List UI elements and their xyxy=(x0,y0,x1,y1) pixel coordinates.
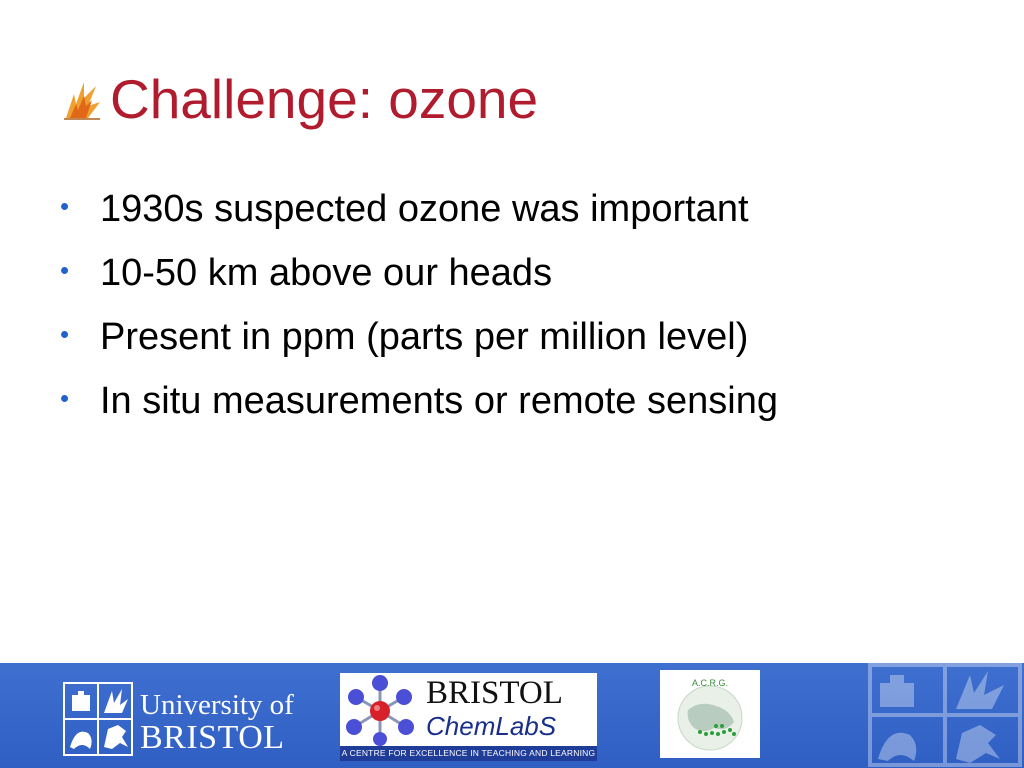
acrg-label: A.C.R.G. xyxy=(691,678,729,688)
chemlabs-title: BRISTOL xyxy=(426,675,563,711)
molecule-icon xyxy=(340,673,424,747)
bullet-item xyxy=(56,188,778,252)
crest-watermark-icon xyxy=(860,663,1024,768)
bullet-item xyxy=(56,380,778,444)
bullet-text: 10-50 km above our heads xyxy=(100,252,553,294)
bullet-dot-icon: • xyxy=(60,383,70,413)
bullet-list xyxy=(56,188,778,444)
chemlabs-subtitle: ChemLabS xyxy=(426,711,557,741)
university-crest-icon xyxy=(62,681,134,757)
bullet-text: 1930s suspected ozone was important xyxy=(100,188,749,230)
university-name-line1: University of xyxy=(140,689,294,721)
acrg-logo xyxy=(660,670,760,758)
university-name-line2: BRISTOL xyxy=(140,719,285,756)
flame-icon xyxy=(62,74,104,124)
bullet-item xyxy=(56,252,778,316)
bullet-dot-icon: • xyxy=(60,255,70,285)
slide-title: Challenge: ozone xyxy=(110,68,539,130)
footer-banner xyxy=(0,663,1024,768)
bullet-dot-icon: • xyxy=(60,191,70,221)
bullet-dot-icon: • xyxy=(60,319,70,349)
bullet-text: In situ measurements or remote sensing xyxy=(100,380,778,422)
university-of-bristol-logo xyxy=(62,681,312,757)
slide-title-row xyxy=(62,62,538,136)
chemlabs-tagline: A CENTRE FOR EXCELLENCE IN TEACHING AND LEARNING xyxy=(340,746,597,761)
bullet-text: Present in ppm (parts per million level) xyxy=(100,316,749,358)
bullet-item xyxy=(56,316,778,380)
bristol-chemlabs-logo xyxy=(340,673,597,761)
